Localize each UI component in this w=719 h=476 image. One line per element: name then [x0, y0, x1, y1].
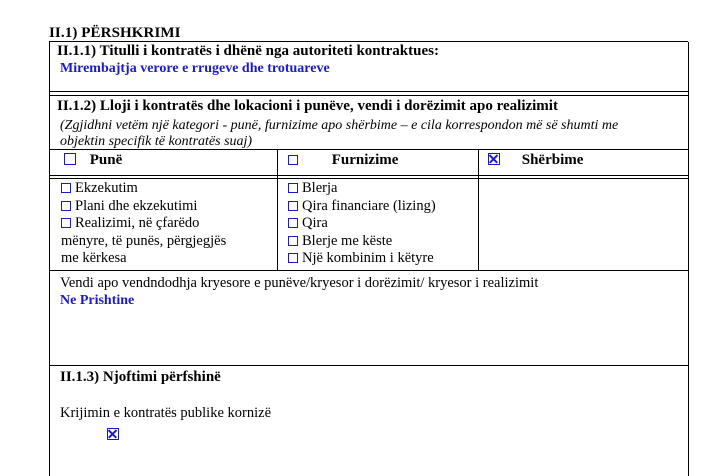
s113-heading: II.1.3) Njoftimi përfshinë	[60, 369, 221, 385]
category-supplies[interactable]	[288, 152, 398, 169]
s112-note-line2: objektin specifik të kontratës suaj)	[60, 134, 253, 149]
works-option-realization-cont1: mënyre, të punës, përgjegjës	[61, 232, 227, 249]
location-value: Ne Prishtine	[60, 293, 135, 308]
framework-label: Krijimin e kontratës publike kornizë	[60, 405, 272, 421]
works-option-realization-cont2: me kërkesa	[61, 250, 127, 267]
checkbox-icon[interactable]	[288, 155, 298, 165]
supply-option-combination[interactable]: Një kombinim i këtyre	[288, 250, 436, 268]
divider-4	[49, 175, 688, 176]
category-supplies-label: Furnizime	[331, 152, 399, 168]
divider-1	[49, 91, 688, 92]
location-label: Vendi apo vendndodhja kryesore e punëve/kryesor i dorëzimit/ kryesor i realizimit	[60, 275, 539, 291]
checkbox-icon[interactable]	[288, 253, 298, 263]
section-title: II.1) PËRSHKRIMI	[49, 25, 181, 41]
column-separator-2	[478, 149, 479, 271]
s111-heading: II.1.1) Titulli i kontratës i dhënë nga autoriteti kontraktues:	[57, 43, 439, 59]
checkbox-checked-icon[interactable]	[107, 428, 119, 440]
checkbox-icon[interactable]	[61, 183, 71, 193]
divider-2	[49, 95, 688, 96]
divider-5	[49, 178, 688, 179]
divider-3	[49, 149, 688, 150]
works-option-design-execution[interactable]: Plani dhe ekzekutimi	[61, 198, 226, 216]
column-separator-1	[277, 149, 278, 271]
category-works[interactable]	[64, 152, 122, 169]
checkbox-icon[interactable]	[288, 236, 298, 246]
checkbox-icon[interactable]	[61, 218, 71, 228]
supply-option-leasing[interactable]: Qira financiare (lizing)	[288, 198, 436, 216]
s111-contract-title: Mirembajtja verore e rrugeve dhe trotuareve	[60, 61, 330, 76]
supply-option-installments[interactable]: Blerje me këste	[288, 233, 436, 251]
supply-option-rent[interactable]: Qira	[288, 215, 436, 233]
category-services[interactable]	[488, 152, 583, 169]
checkbox-icon[interactable]	[288, 201, 298, 211]
works-options	[61, 180, 226, 268]
works-option-realization[interactable]: Realizimi, në çfarëdo	[61, 215, 226, 233]
checkbox-icon[interactable]	[288, 218, 298, 228]
works-option-execution[interactable]: Ekzekutim	[61, 180, 226, 198]
checkbox-icon[interactable]	[64, 153, 76, 165]
category-works-label: Punë	[89, 152, 123, 168]
framework-checkbox[interactable]	[107, 426, 123, 444]
category-services-label: Shërbime	[521, 152, 584, 168]
checkbox-icon[interactable]	[61, 201, 71, 211]
divider-7	[49, 365, 688, 366]
checkbox-icon[interactable]	[288, 183, 298, 193]
divider-6	[49, 270, 688, 271]
checkbox-checked-icon[interactable]	[488, 153, 500, 165]
s112-heading: II.1.2) Lloji i kontratës dhe lokacioni i punëve, vendi i dorëzimit apo realizimit	[57, 98, 558, 114]
s112-note-line1: (Zgjidhni vetëm një kategori - punë, furnizime apo shërbime – e cila korrespondon më së shumti me	[60, 118, 619, 133]
supply-options	[288, 180, 436, 268]
supply-option-purchase[interactable]: Blerja	[288, 180, 436, 198]
